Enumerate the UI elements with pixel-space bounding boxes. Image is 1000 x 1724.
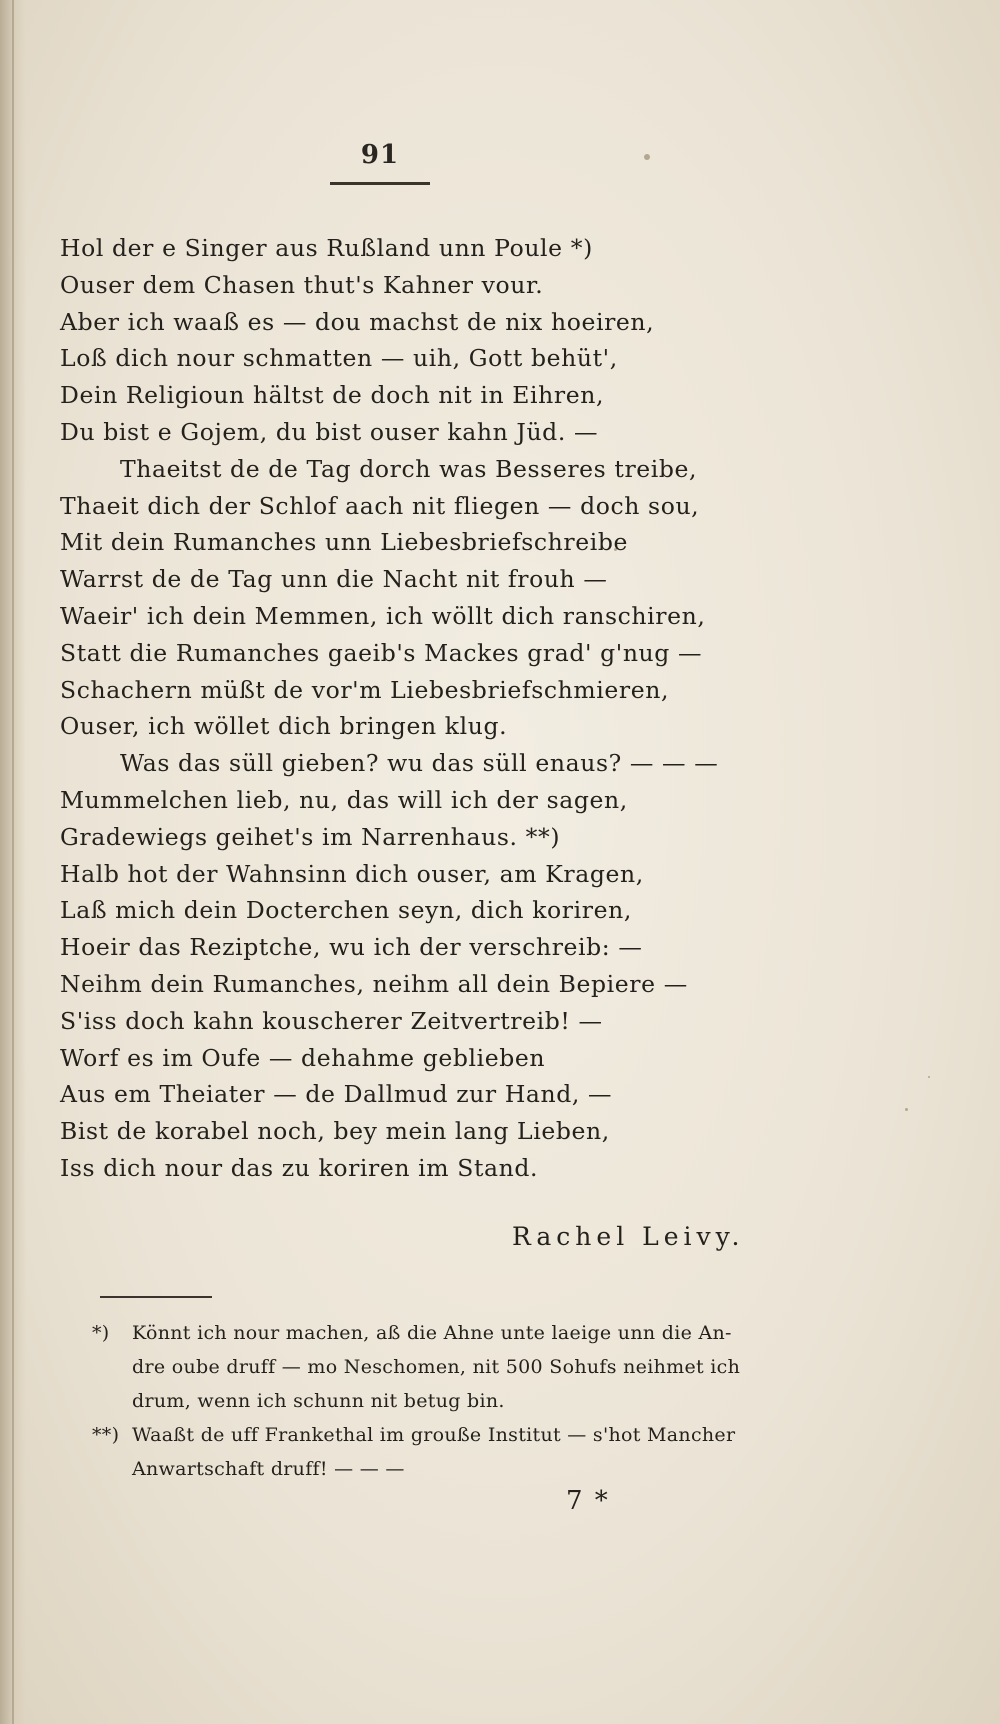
verse-line: Statt die Rumanches gaeib's Mackes grad' g'nug — xyxy=(60,638,703,667)
footnote-text: dre oube druff — mo Neschomen, nit 500 Sohufs neihmet ich xyxy=(132,1356,741,1378)
verse-line: Hol der e Singer aus Rußland unn Poule *) xyxy=(60,234,593,262)
gutter-line xyxy=(12,0,14,1724)
verse-line: Aber ich waaß es — dou machst de nix hoeiren, xyxy=(60,307,655,336)
footnotes xyxy=(92,1316,792,1486)
verse-line: Loß dich nour schmatten — uih, Gott behüt', xyxy=(60,344,618,373)
page-number-rule xyxy=(330,182,430,185)
footnote-text: Könnt ich nour machen, aß die Ahne unte laeige unn die An- xyxy=(132,1322,732,1344)
page-number: 91 xyxy=(360,140,400,170)
footnote-text: drum, wenn ich schunn nit betug bin. xyxy=(132,1390,505,1412)
verse-line: Iss dich nour das zu koriren im Stand. xyxy=(60,1153,539,1182)
footnote-line xyxy=(92,1418,792,1452)
verse-line: Waeir' ich dein Memmen, ich wöllt dich ranschiren, xyxy=(60,601,706,630)
printer-signature-mark: 7 * xyxy=(566,1486,610,1516)
poem-verse xyxy=(60,230,960,1187)
verse-line: Thaeit dich der Schlof aach nit fliegen — doch sou, xyxy=(60,491,700,520)
verse-line: Aus em Theiater — de Dallmud zur Hand, — xyxy=(60,1080,613,1109)
footnote-separator xyxy=(100,1296,212,1298)
verse-line: Mit dein Rumanches unn Liebesbriefschreibe xyxy=(60,528,629,557)
footnote-line xyxy=(92,1316,792,1350)
verse-line: Warrst de de Tag unn die Nacht nit frouh — xyxy=(60,565,608,594)
verse-line: Worf es im Oufe — dehahme geblieben xyxy=(60,1043,546,1072)
footnote-line xyxy=(92,1350,792,1384)
verse-line: Mummelchen lieb, nu, das will ich der sagen, xyxy=(60,785,628,814)
footnote-line xyxy=(92,1452,792,1486)
verse-line: Ouser, ich wöllet dich bringen klug. xyxy=(60,712,508,741)
verse-line: Gradewiegs geihet's im Narrenhaus. **) xyxy=(60,822,561,851)
verse-line: Thaeitst de de Tag dorch was Besseres treibe, xyxy=(120,454,698,483)
footnote-marker: **) xyxy=(92,1424,120,1446)
verse-line: Schachern müßt de vor'm Liebesbriefschmieren, xyxy=(60,675,670,704)
author-signature: Rachel Leivy. xyxy=(512,1222,745,1251)
verse-line: Laß mich dein Docterchen seyn, dich koriren, xyxy=(60,896,632,925)
verse-line: Hoeir das Reziptche, wu ich der verschreib: — xyxy=(60,933,643,962)
footnote-text: Waaßt de uff Frankethal im grouße Institut — s'hot Mancher xyxy=(132,1424,736,1446)
verse-line: Halb hot der Wahnsinn dich ouser, am Kragen, xyxy=(60,859,644,888)
verse-line: Was das süll gieben? wu das süll enaus? — — — xyxy=(120,749,719,778)
verse-line: Du bist e Gojem, du bist ouser kahn Jüd. — xyxy=(60,417,599,446)
footnote-line xyxy=(92,1384,792,1418)
verse-line: Ouser dem Chasen thut's Kahner vour. xyxy=(60,270,544,299)
verse-line: Neihm dein Rumanches, neihm all dein Bepiere — xyxy=(60,969,688,998)
paper-speck xyxy=(644,154,650,160)
footnote-marker: *) xyxy=(92,1322,110,1344)
footnote-text: Anwartschaft druff! — — — xyxy=(132,1458,405,1480)
verse-line: S'iss doch kahn kouscherer Zeitvertreib! — xyxy=(60,1006,603,1035)
verse-line: Dein Religioun hältst de doch nit in Eihren, xyxy=(60,381,605,410)
verse-line: Bist de korabel noch, bey mein lang Lieben, xyxy=(60,1117,610,1146)
